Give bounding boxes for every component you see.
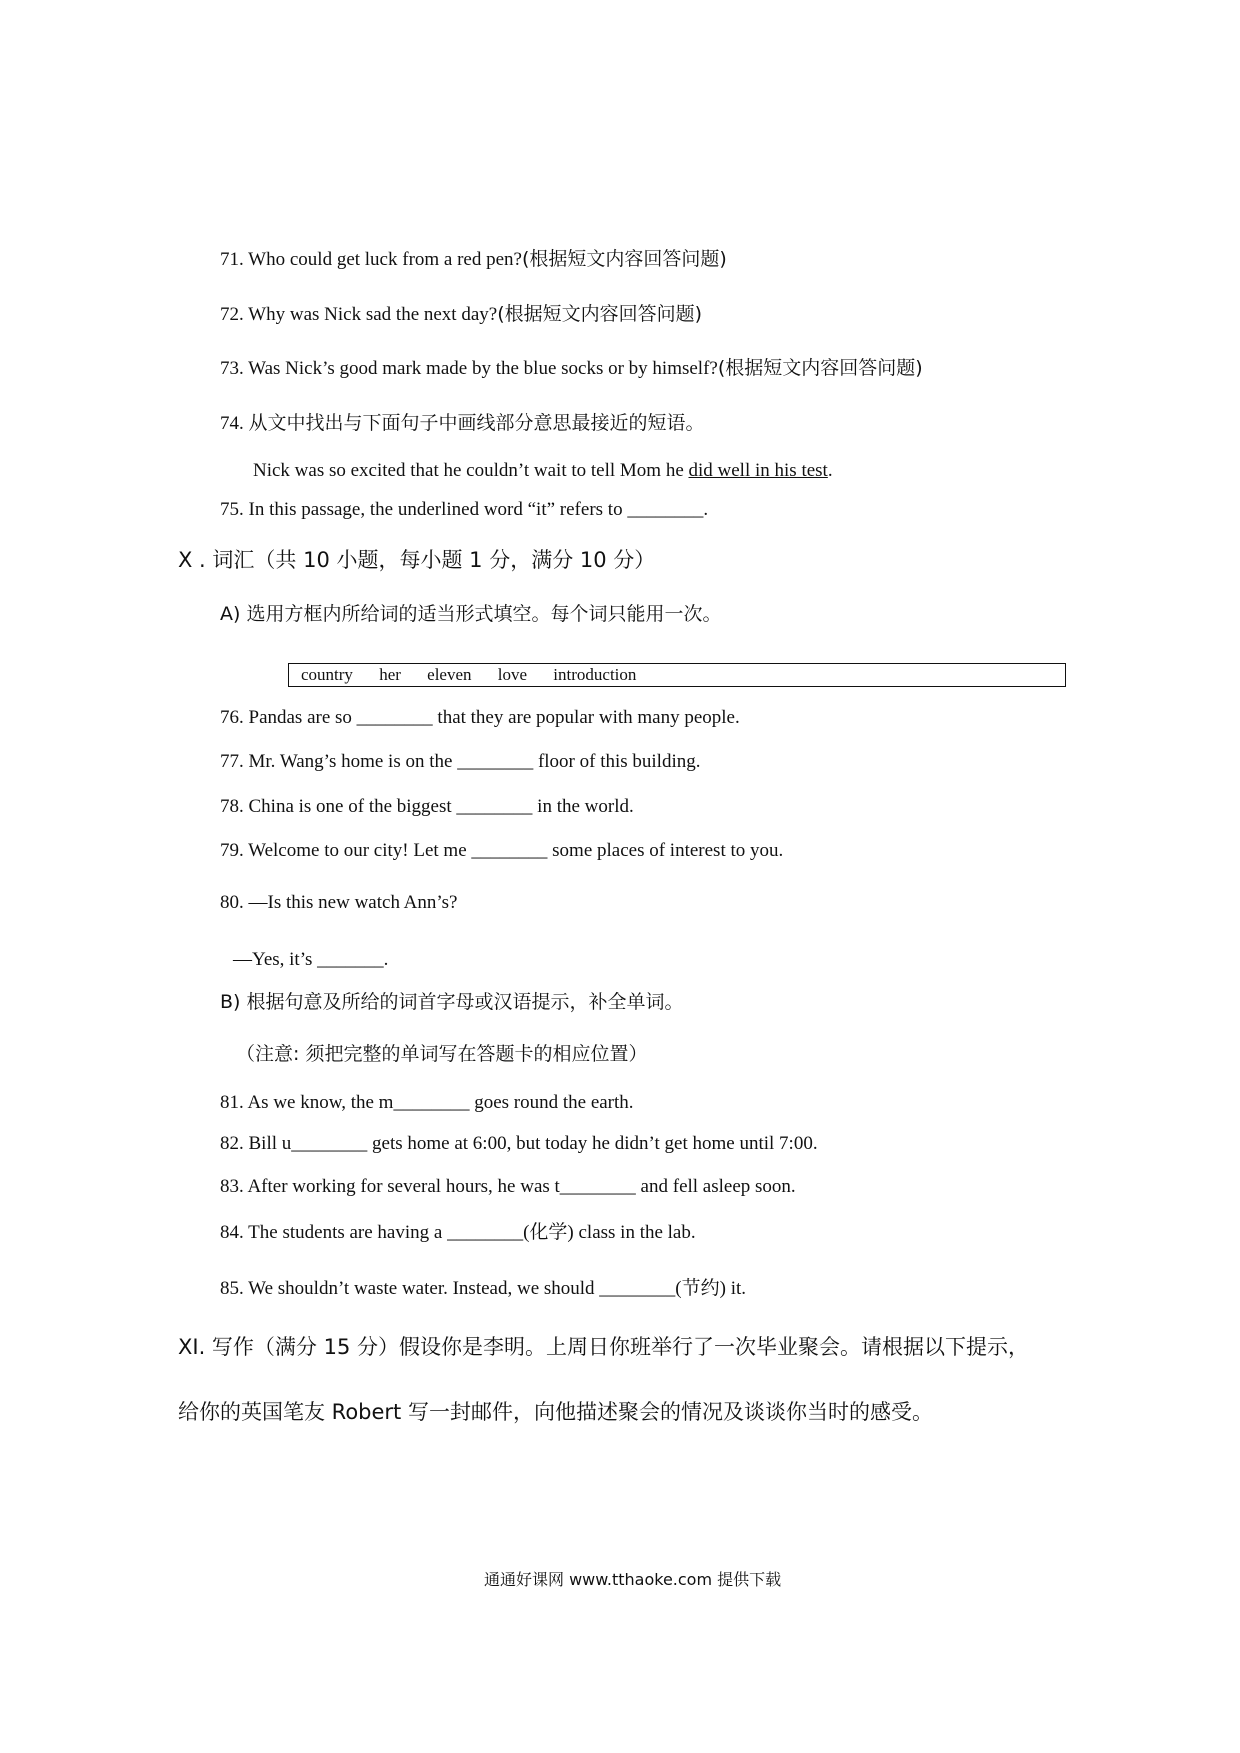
question-text: We shouldn’t waste water. Instead, we should ________(节约) it. <box>248 1278 747 1299</box>
question-number: 71. <box>220 249 244 270</box>
question-text: As we know, the m________ goes round the earth. <box>247 1092 634 1113</box>
page-footer: 通通好课网 www.tthaoke.com 提供下载 <box>484 1570 782 1589</box>
question-number: 81. <box>220 1092 244 1113</box>
question-number: 79. <box>220 840 244 861</box>
section-x-title: X . 词汇（共 10 小题，每小题 1 分，满分 10 分） <box>178 548 656 572</box>
question-73 <box>220 359 923 378</box>
question-text: In this passage, the underlined word “it” refers to ________. <box>248 499 709 520</box>
question-74 <box>220 414 705 433</box>
question-84 <box>220 1223 696 1242</box>
question-79 <box>220 841 783 860</box>
question-text: Pandas are so ________ that they are popular with many people. <box>248 707 740 728</box>
question-note: (根据短文内容回答问题) <box>497 303 703 325</box>
question-82 <box>220 1134 818 1153</box>
question-71 <box>220 250 727 269</box>
question-instruction: 从文中找出与下面句子中画线部分意思最接近的短语。 <box>248 412 705 434</box>
word-box-item: introduction <box>553 665 637 684</box>
underlined-phrase: did well in his test <box>688 460 828 481</box>
question-note: (根据短文内容回答问题) <box>521 248 727 270</box>
word-box-item: eleven <box>427 665 472 684</box>
question-83 <box>220 1177 796 1196</box>
question-text: Why was Nick sad the next day? <box>248 304 498 325</box>
question-number: 82. <box>220 1133 244 1154</box>
question-number: 73. <box>220 358 244 379</box>
question-81 <box>220 1093 634 1112</box>
question-74-sentence <box>253 461 833 480</box>
question-text: Welcome to our city! Let me ________ some places of interest to you. <box>248 840 784 861</box>
question-80-prompt: 80. —Is this new watch Ann’s? <box>220 892 458 913</box>
question-76 <box>220 708 740 727</box>
question-80-answer: —Yes, it’s _______. <box>233 949 389 970</box>
question-number: 72. <box>220 304 244 325</box>
word-box-item: country <box>301 665 353 684</box>
sentence-end: . <box>827 460 833 481</box>
question-text: China is one of the biggest ________ in the world. <box>248 796 634 817</box>
section-x-part-a: A) 选用方框内所给词的适当形式填空。每个词只能用一次。 <box>220 603 722 625</box>
question-72 <box>220 305 702 324</box>
question-85 <box>220 1279 746 1298</box>
question-78 <box>220 797 634 816</box>
question-number: 85. <box>220 1278 244 1299</box>
question-number: 78. <box>220 796 244 817</box>
question-number: 77. <box>220 751 244 772</box>
question-number: 75. <box>220 499 244 520</box>
question-text: After working for several hours, he was t________ and fell asleep soon. <box>247 1176 796 1197</box>
section-x-part-b: B) 根据句意及所给的词首字母或汉语提示，补全单词。 <box>220 991 684 1013</box>
question-number: 84. <box>220 1222 244 1243</box>
section-x-part-b-note: （注意: 须把完整的单词写在答题卡的相应位置） <box>236 1043 648 1065</box>
question-number: 74. <box>220 413 244 434</box>
question-text: Who could get luck from a red pen? <box>248 249 522 270</box>
section-xi-line-1: XI. 写作（满分 15 分）假设你是李明。上周日你班举行了一次毕业聚会。请根据以下提示， <box>178 1335 1029 1359</box>
question-77 <box>220 752 701 771</box>
word-box-item: love <box>497 665 528 684</box>
question-text: Was Nick’s good mark made by the blue socks or by himself? <box>248 358 718 379</box>
question-text: The students are having a ________(化学) class in the lab. <box>248 1222 696 1243</box>
question-text: Mr. Wang’s home is on the ________ floor of this building. <box>248 751 701 772</box>
word-box-item: her <box>379 665 401 684</box>
question-text: Bill u________ gets home at 6:00, but today he didn’t get home until 7:00. <box>248 1133 818 1154</box>
word-box <box>288 663 1066 687</box>
sentence-text: Nick was so excited that he couldn’t wait to tell Mom he <box>253 460 689 481</box>
question-number: 83. <box>220 1176 244 1197</box>
question-75 <box>220 500 708 519</box>
question-number: 76. <box>220 707 244 728</box>
section-xi-line-2: 给你的英国笔友 Robert 写一封邮件，向他描述聚会的情况及谈谈你当时的感受。 <box>178 1400 933 1424</box>
question-note: (根据短文内容回答问题) <box>717 357 923 379</box>
